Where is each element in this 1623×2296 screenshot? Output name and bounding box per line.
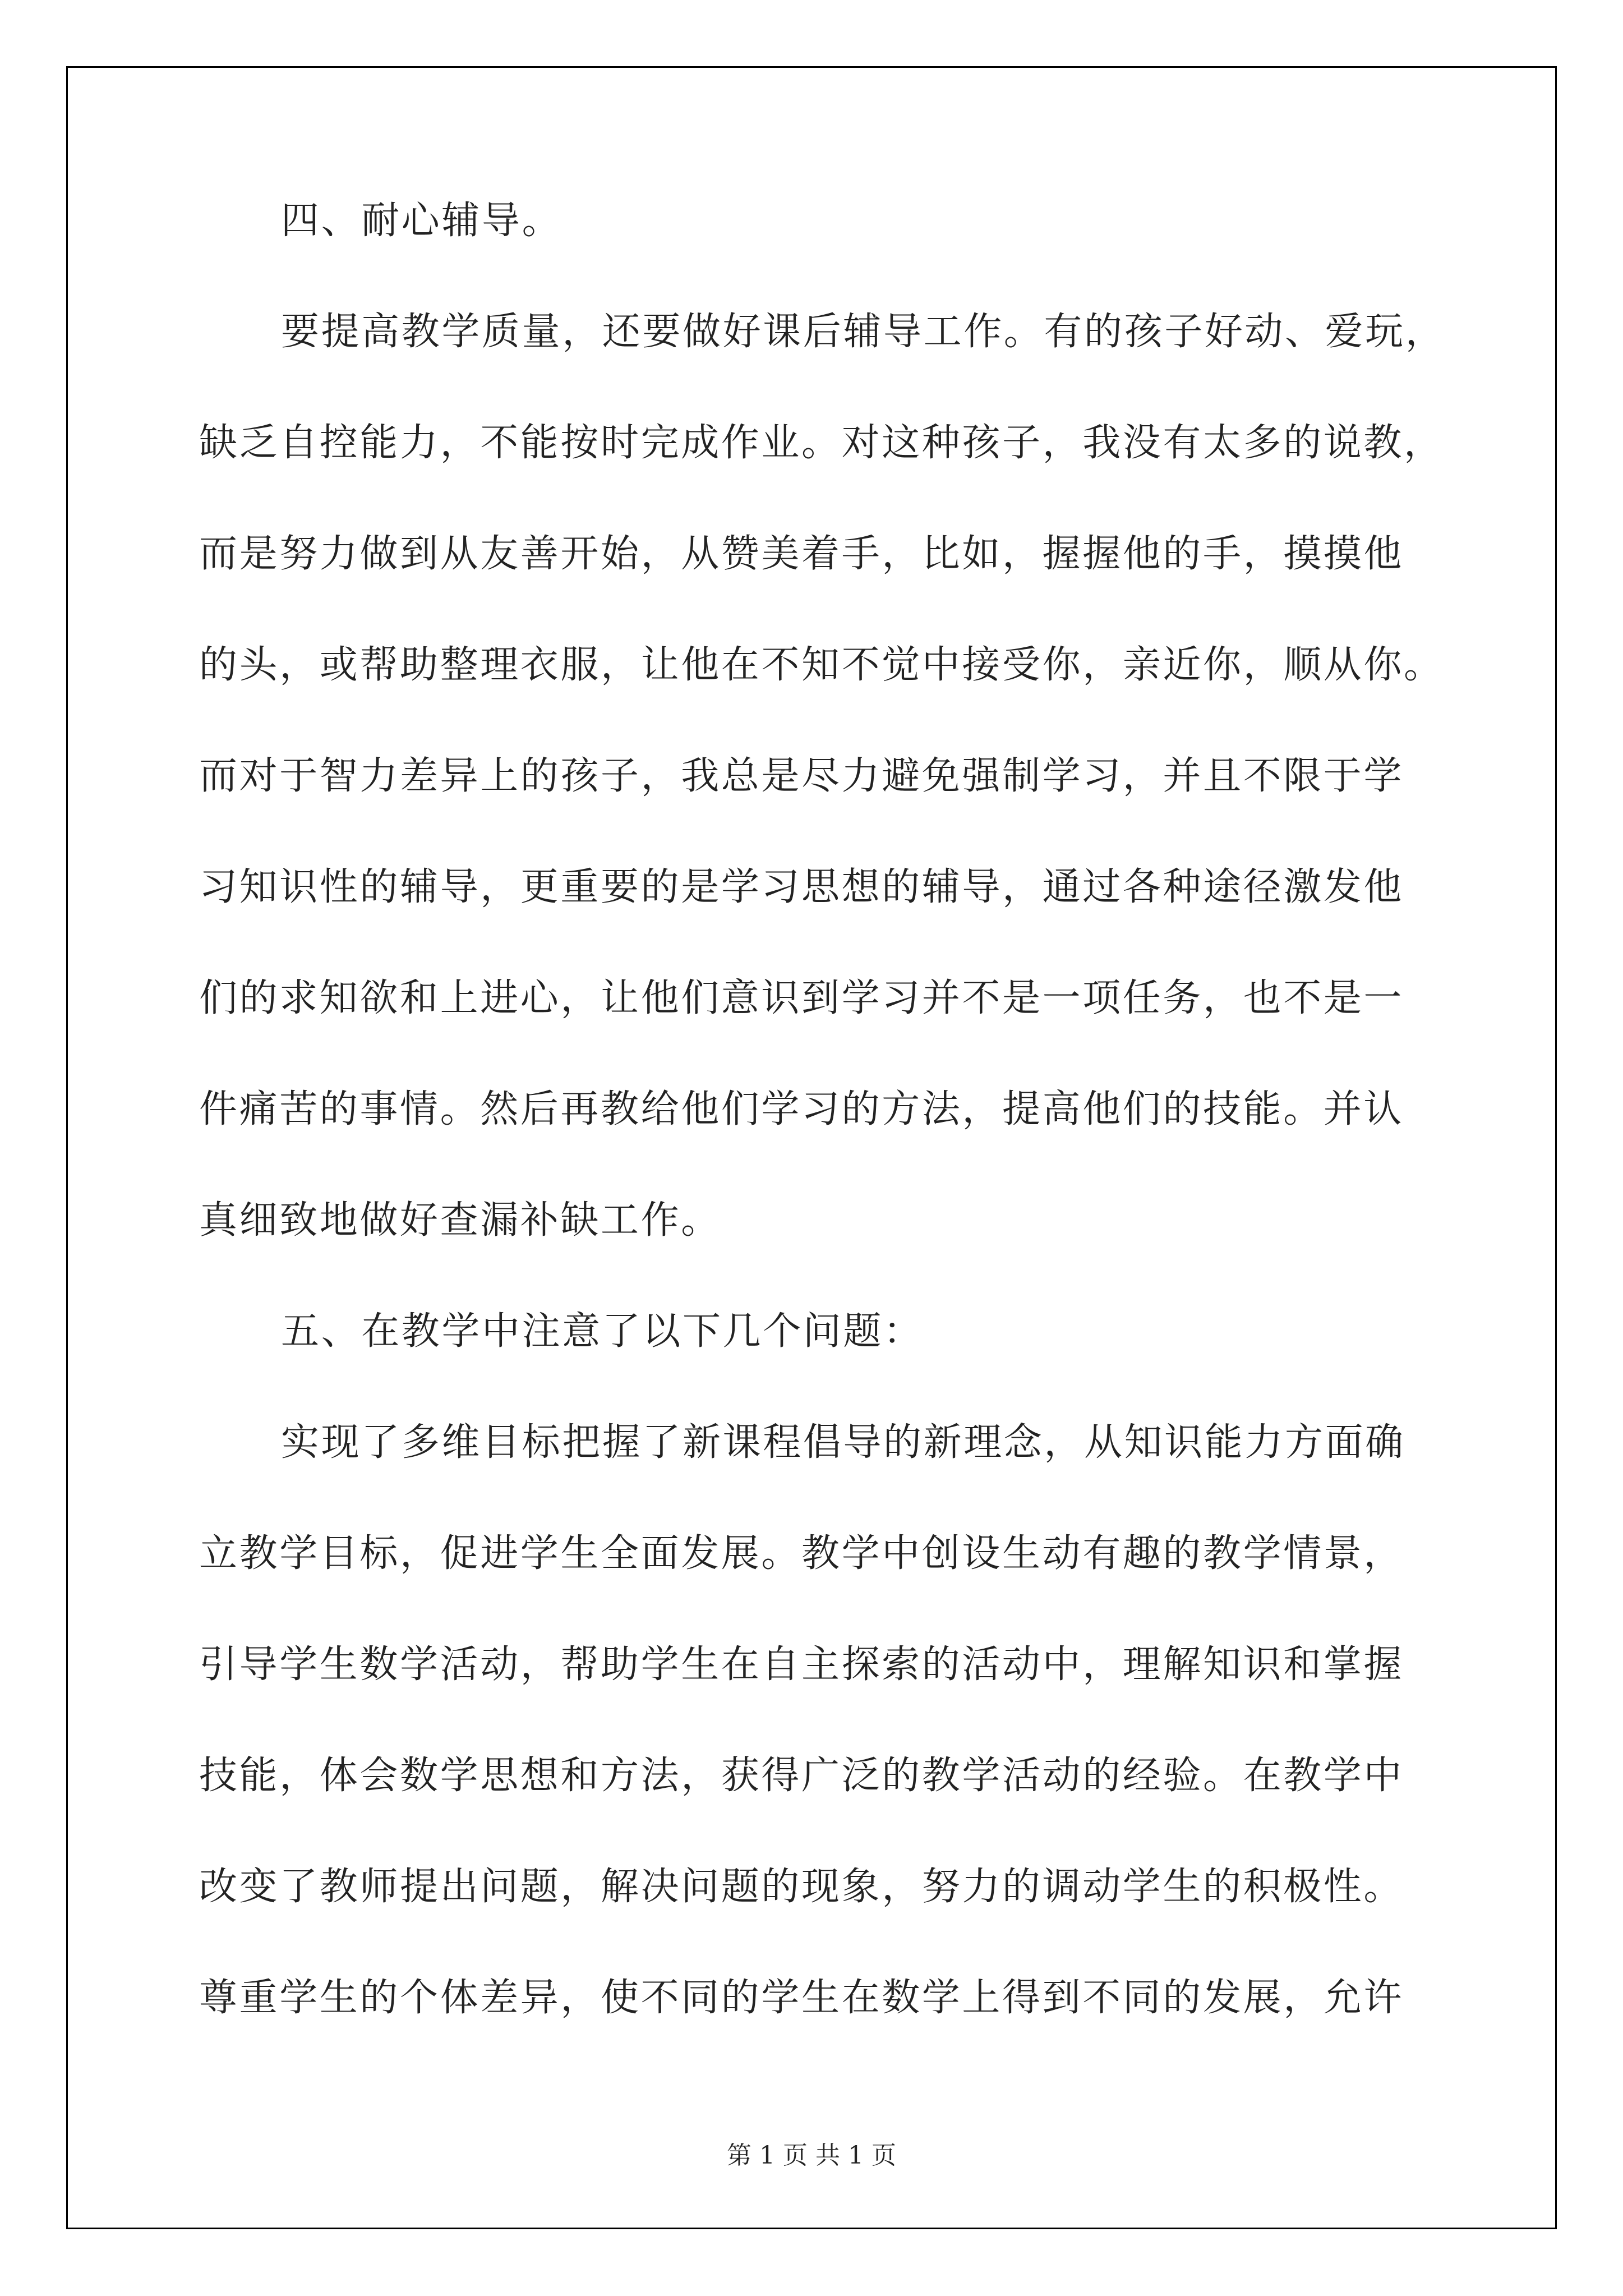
text-line: 尊重学生的个体差异，使不同的学生在数学上得到不同的发展，允许 (199, 1976, 1404, 2020)
text-line: 改变了教师提出问题，解决问题的现象，努力的调动学生的积极性。 (199, 1865, 1404, 1909)
text-line: 而是努力做到从友善开始，从赞美着手，比如，握握他的手，摸摸他 (199, 532, 1404, 576)
text-line: 真细致地做好查漏补缺工作。 (199, 1198, 721, 1243)
text-line: 的头，或帮助整理衣服，让他在不知不觉中接受你，亲近你，顺从你。 (199, 643, 1444, 687)
text-line: 实现了多维目标把握了新课程倡导的新理念，从知识能力方面确 (281, 1420, 1405, 1465)
text-line: 习知识性的辅导，更重要的是学习思想的辅导，通过各种途径激发他 (199, 865, 1404, 909)
text-line: 们的求知欲和上进心，让他们意识到学习并不是一项任务，也不是一 (199, 976, 1404, 1020)
text-line: 要提高教学质量，还要做好课后辅导工作。有的孩子好动、爱玩， (281, 310, 1446, 354)
text-line: 技能，体会数学思想和方法，获得广泛的教学活动的经验。在教学中 (199, 1754, 1404, 1798)
text-line: 而对于智力差异上的孩子，我总是尽力避免强制学习，并且不限于学 (199, 754, 1404, 798)
page-number-footer: 第 1 页 共 1 页 (727, 2141, 896, 2170)
text-line: 件痛苦的事情。然后再教给他们学习的方法，提高他们的技能。并认 (199, 1087, 1404, 1131)
text-line: 缺乏自控能力，不能按时完成作业。对这种孩子，我没有太多的说教， (199, 421, 1444, 465)
paragraph-heading-4: 四、耐心辅导。 (281, 199, 562, 243)
paragraph-heading-5: 五、在教学中注意了以下几个问题： (281, 1309, 924, 1354)
text-line: 引导学生数学活动，帮助学生在自主探索的活动中，理解知识和掌握 (199, 1642, 1404, 1687)
document-body (199, 199, 1446, 2090)
text-line: 立教学目标，促进学生全面发展。教学中创设生动有趣的教学情景， (199, 1531, 1404, 1576)
